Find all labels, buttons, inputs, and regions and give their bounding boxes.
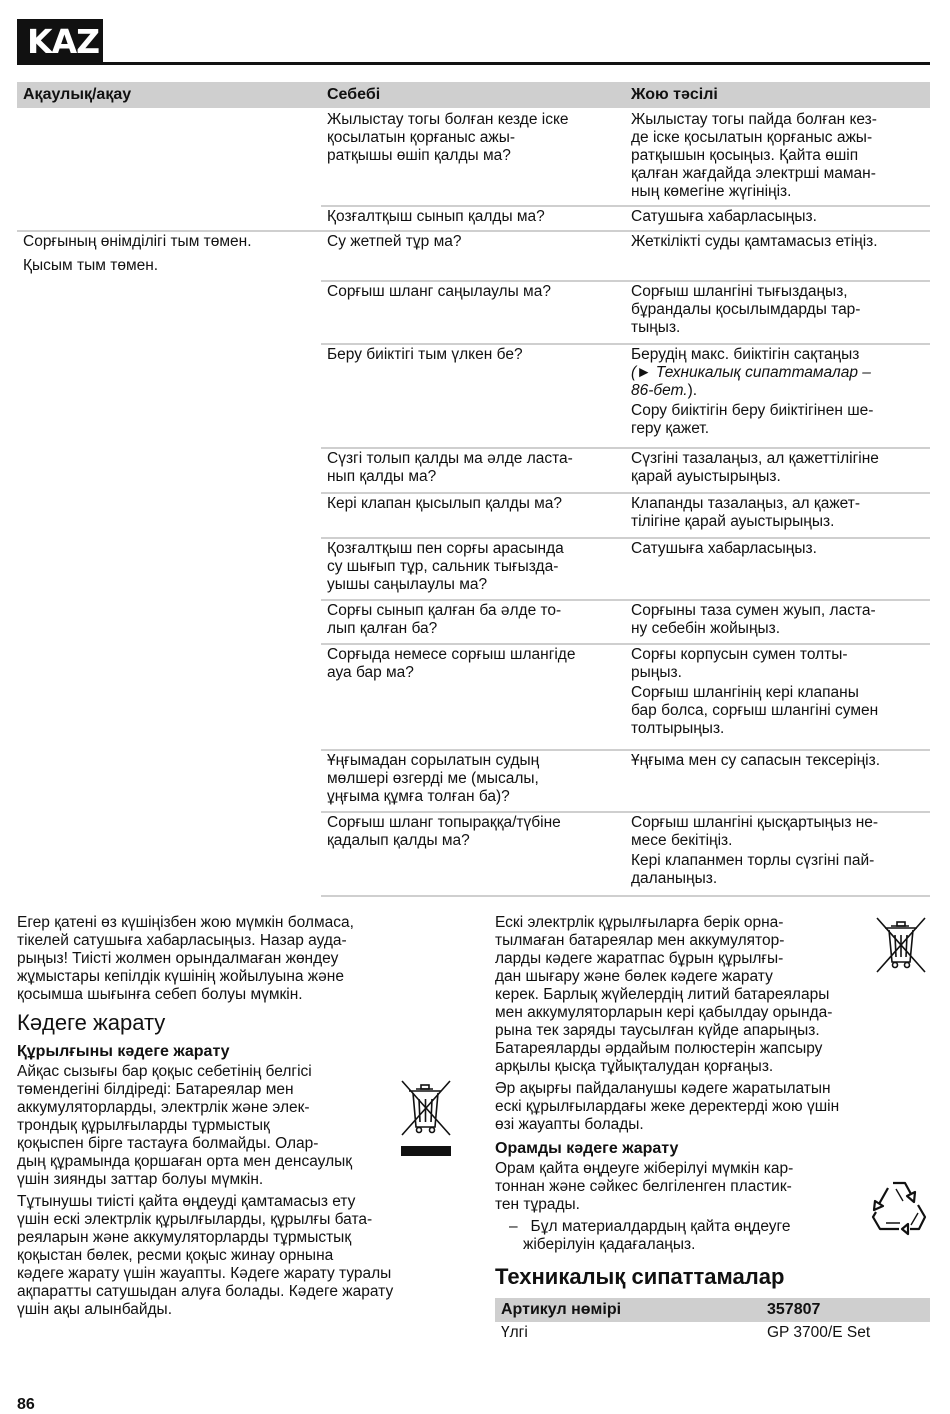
spec-row xyxy=(495,1322,930,1344)
cause-cell: Кері клапан қысылып қалды ма? xyxy=(321,493,625,538)
tech-specs-heading: Техникалық сипаттамалар xyxy=(495,1264,785,1289)
cause-cell: Жылыстау тогы болған кезде іске қосылатын қорғаныс ажы- ратқышы өшіп қалды ма? xyxy=(327,111,569,164)
troubleshooting-table xyxy=(17,82,930,897)
table-row xyxy=(17,109,930,206)
language-badge: KAZ xyxy=(17,19,103,65)
cause-cell: Сорғыда немесе сорғыш шлангіде ауа бар ма? xyxy=(321,644,625,750)
packaging-paragraph: Орам қайта өңдеуге жіберілуі мүмкін кар- тоннан және сәйкес белгіленген пластик- тен тұрады. xyxy=(495,1160,794,1213)
tech-specs-table xyxy=(495,1298,930,1344)
table-header-row xyxy=(17,82,930,109)
battery-paragraph: Ескі электрлік құрылғыларға берік орна- тылмаған батареялар мен аккумулятор- ларды кәдеге жаратпас бұрын құрылғы- дан шығару және бөлек кәдеге жарату керек. Барлық жүйелердің литий батареялары мен аккумуляторларын кері қабылдау орында- рына тек заряды таусылған күйде апарыңыз. Батареяларды әрдайым полюстерін жапсыру арқылы қысқа тұйықталудан қорғаңыз. xyxy=(495,914,833,1075)
spec-header-row xyxy=(495,1298,930,1322)
remedy-cell: Берудің макс. биіктігін сақтаңыз (► Техникалық сипаттамалар – 86-бет.). Сору биіктігін беру биіктігінен ше- геру қажет. xyxy=(625,344,930,448)
remedy-cell: Клапанды тазалаңыз, ал қажет- тілігіне қарай ауыстырыңыз. xyxy=(625,493,930,538)
header-problem: Ақаулық/ақау xyxy=(17,82,321,109)
tech-data-link[interactable]: (► Техникалық сипаттамалар – xyxy=(631,364,871,381)
page-number: 86 xyxy=(17,1396,35,1413)
remedy-cell: Сорғыш шлангіні қысқартыңыз не- месе бекітіңіз. Кері клапанмен торлы сүзгіні пай- даланыңыз. xyxy=(625,812,930,896)
article-number-value: 357807 xyxy=(761,1298,930,1322)
consumer-responsibility-paragraph: Тұтынушы тиісті қайта өңдеуді қамтамасыз ету үшін ескі электрлік құрылғыларды, құрылғы бата- реяларын және аккумуляторларды тұрмыстық қоқыстан бөлек, ресми қоқыс жинау орнына кәдеге жарату үшін жауапты. Кәдеге жарату туралы ақпаратты сатушыдан алуға болады. Кәдеге жарату үшін ақы алынбайды. xyxy=(17,1193,394,1318)
remedy-cell: Сорғы корпусын сумен толты- рыңыз. Сорғыш шлангінің кері клапаны бар болса, сорғыш шлангіні сумен толтырыңыз. xyxy=(625,644,930,750)
cause-cell: Ұңғымадан сорылатын судың мөлшері өзгерді ме (мысалы, ұңғыма құмға толған ба)? xyxy=(321,750,625,812)
disposal-heading: Кәдеге жарату xyxy=(17,1010,166,1035)
contact-note: Егер қатені өз күшіңізбен жою мүмкін болмаса, тікелей сатушыға хабарласыңыз. Назар ауда- рыңыз! Тиісті жолмен орындалмаған жөндеу жұмыстары кепілдік күшінің жойылуына және қосымша шығынға себеп болуы мүмкін. xyxy=(17,914,354,1003)
personal-data-paragraph: Әр ақырғы пайдаланушы кәдеге жаратылатын ескі құрылғылардағы жеке деректерді жою үшін өзі жауапты болады. xyxy=(495,1080,840,1133)
table-row xyxy=(17,231,930,281)
remedy-cell: Жеткілікті суды қамтамасыз етіңіз. xyxy=(625,231,930,281)
cause-cell: Қозғалтқыш сынып қалды ма? xyxy=(321,206,625,231)
remedy-cell: Сатушыға хабарласыңыз. xyxy=(625,538,930,600)
packaging-disposal-heading: Орамды кәдеге жарату xyxy=(495,1140,679,1157)
remedy-cell: Сатушыға хабарласыңыз. xyxy=(625,206,930,231)
problem-cell: Сорғының өнімділігі тым төмен. Қысым тым төмен. xyxy=(17,231,321,896)
header-cause: Себебі xyxy=(321,82,625,109)
cause-cell: Сорғы сынып қалған ба әлде то- лып қалған ба? xyxy=(321,600,625,644)
right-column xyxy=(495,914,930,1344)
model-value: GP 3700/E Set xyxy=(767,1324,871,1341)
bin-symbol-paragraph: Айқас сызығы бар қоқыс себетінің белгісі төмендегіні білдіреді: Батареялар мен аккумуляторларды, электрлік және элек- трондық құрылғыларды тұрмыстық қоқыспен бірге тастауға болмайды. Олар- дың құрамында қоршаған орта мен денсаулық үшін зиянды заттар болуы мүмкін. xyxy=(17,1063,353,1188)
header-remedy: Жою тәсілі xyxy=(625,82,930,109)
cause-cell: Қозғалтқыш пен сорғы арасында су шығып тұр, сальник тығызда- уышы саңылаулы ма? xyxy=(321,538,625,600)
problem-cell xyxy=(17,206,321,231)
table-row xyxy=(17,206,930,231)
recycle-icon xyxy=(866,1175,932,1246)
crossed-bin-icon xyxy=(397,1077,455,1164)
remedy-cell: Сүзгіні тазалаңыз, ал қажеттілігіне қарай ауыстырыңыз. xyxy=(625,448,930,493)
cause-cell: Сүзгі толып қалды ма әлде ласта- нып қалды ма? xyxy=(321,448,625,493)
problem-cell xyxy=(17,109,321,206)
device-disposal-heading: Құрылғыны кәдеге жарату xyxy=(17,1043,230,1060)
cause-cell: Сорғыш шланг саңылаулы ма? xyxy=(321,281,625,344)
article-number-label: Артикул нөмірі xyxy=(495,1298,761,1322)
cause-cell: Сорғыш шланг топыраққа/түбіне қадалып қалды ма? xyxy=(321,812,625,896)
left-column xyxy=(17,914,457,1323)
remedy-cell: Сорғыш шлангіні тығыздаңыз, бұрандалы қосылымдарды тар- тыңыз. xyxy=(625,281,930,344)
crossed-bin-icon xyxy=(873,916,929,979)
remedy-cell: Ұңғыма мен су сапасын тексеріңіз. xyxy=(625,750,930,812)
top-rule xyxy=(17,62,930,65)
cause-cell: Су жетпей тұр ма? xyxy=(321,231,625,281)
recycling-bullet: – Бұл материалдардың қайта өңдеуге жіберілуін қадағалаңыз. xyxy=(509,1218,791,1253)
remedy-cell: Сорғыны таза сумен жуып, ласта- ну себебін жойыңыз. xyxy=(625,600,930,644)
model-label: Үлгі xyxy=(501,1324,528,1341)
remedy-cell: Жылыстау тогы пайда болған кез- де іске қосылатын қорғаныс ажы- ратқышын қосыңыз. Қайта өшіп қалған жағдайда электрші маман- ның көмегіне жүгініңіз. xyxy=(631,111,877,200)
cause-cell: Беру биіктігі тым үлкен бе? xyxy=(321,344,625,448)
